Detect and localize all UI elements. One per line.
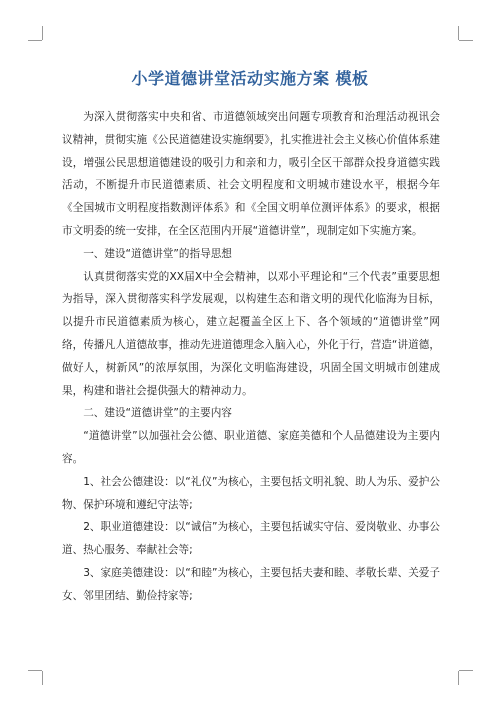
main-content-paragraph: “道德讲堂”以加强社会公德、职业道德、家庭美德和个人品德建设为主要内容。: [62, 430, 440, 465]
section-heading-guiding-ideology: 一、建设“道德讲堂”的指导思想: [83, 247, 232, 260]
guiding-ideology-paragraph: 认真贯彻落实党的XX届X中全会精神，以邓小平理论和“三个代表”重要思想为指导，深入贯彻落实科学发展观，以构建生态和谐文明的现代化临海为目标，以提升市民道德素质为核心，建立起覆盖全区上下、各个领域的“道德讲堂”网络，传播凡人道德故事，推动先进道德理念入脑入心，外化于行，营造“讲道德，做好人，树新风”的浓厚氛围，为深化文明临海建设，巩固全国文明城市创建成果，构建和谐社会提供强大的精神动力。: [62, 270, 440, 397]
item-social-morality: 1、社会公德建设：以“礼仪”为核心，主要包括文明礼貌、助人为乐、爱护公物、保护环境和遵纪守法等;: [62, 475, 440, 511]
document-body: [62, 106, 440, 608]
document-title: 小学道德讲堂活动实施方案 模板: [131, 69, 369, 88]
item-family-virtues: 3、家庭美德建设：以“和睦”为核心，主要包括夫妻和睦、孝敬长辈、关爱子女、邻里团结、勤俭持家等;: [62, 566, 440, 602]
section-heading-main-content: 二、建设“道德讲堂”的主要内容: [83, 407, 232, 420]
intro-paragraph: 为深入贯彻落实中央和省、市道德领域突出问题专项教育和治理活动视讯会议精神，贯彻实施《公民道德建设实施纲要》，扎实推进社会主义核心价值体系建设，增强公民思想道德建设的吸引力和亲和力，吸引全区干部群众投身道德实践活动，不断提升市民道德素质、社会文明程度和文明城市建设水平，根据今年《全国城市文明程度指数测评体系》和《全国文明单位测评体系》的要求，根据市文明委的统一安排，在全区范围内开展“道德讲堂”，现制定如下实施方案。: [62, 111, 440, 237]
item-professional-ethics: 2、职业道德建设：以“诚信”为核心，主要包括诚实守信、爱岗敬业、办事公道、热心服务、奉献社会等;: [62, 521, 440, 557]
